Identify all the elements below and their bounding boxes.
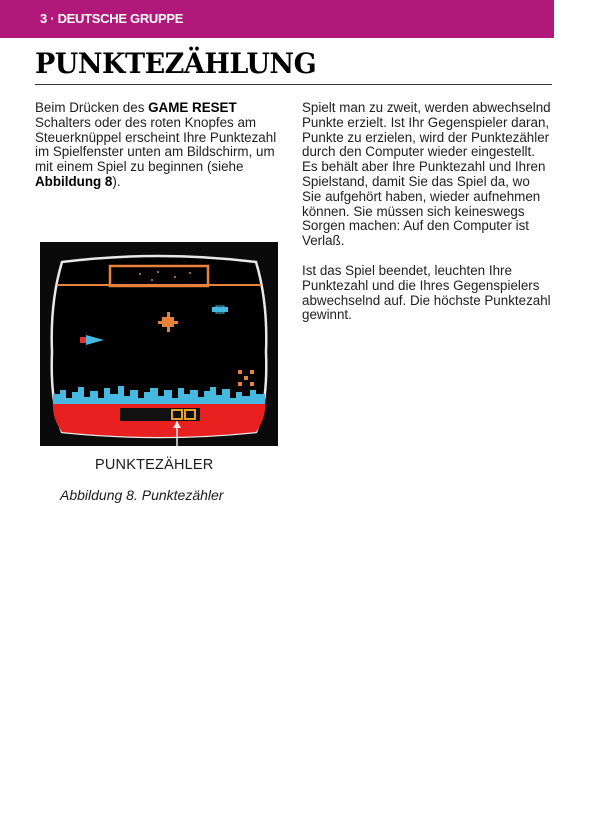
text-run: Beim Drücken des [35,100,149,115]
section-header-bar [0,0,554,38]
text-column-left [35,101,280,190]
paragraph-two-players: Spielt man zu zweit, werden abwechselnd Punkte erzielt. Ist Ihr Gegenspieler daran, Punkte zu erzielen, wird der Punktezähler durch den Computer wieder eingestellt. Es behält aber Ihre Punktezahl und Ihren Spielstand, damit Sie das Spiel da, wo Sie aufgehört haben, wieder aufnehmen können. Sie müssen sich keineswegs Sorgen machen: Auf den Computer ist Verlaß. [302,100,551,249]
text-run: ). [112,173,121,189]
game-screen-figure [40,242,278,446]
figure-caption: Abbildung 8. Punktezähler [60,487,224,503]
page-title: PUNKTEZÄHLUNG [35,48,317,81]
figure-reference: Abbildung 8 [35,173,113,189]
text-column-right [302,101,552,323]
game-screen-illustration [40,242,278,446]
title-divider [35,84,552,85]
paragraph-score-display [35,101,280,190]
figure-label-score-counter: PUNKTEZÄHLER [95,457,214,473]
section-label: 3 · DEUTSCHE GRUPPE [40,11,184,26]
game-reset-term: GAME RESET [148,100,237,115]
text-run: Schalters oder des roten Knopfes am Steuerknüppel erscheint Ihre Punktezahl im Spielfenster unten am Bildschirm, um mit einem Spiel zu beginnen (siehe [35,114,277,175]
paragraph-game-end: Ist das Spiel beendet, leuchten Ihre Punktezahl und die Ihres Gegenspielers abwechselnd auf. Die höchste Punktezahl gewinnt. [302,262,551,323]
